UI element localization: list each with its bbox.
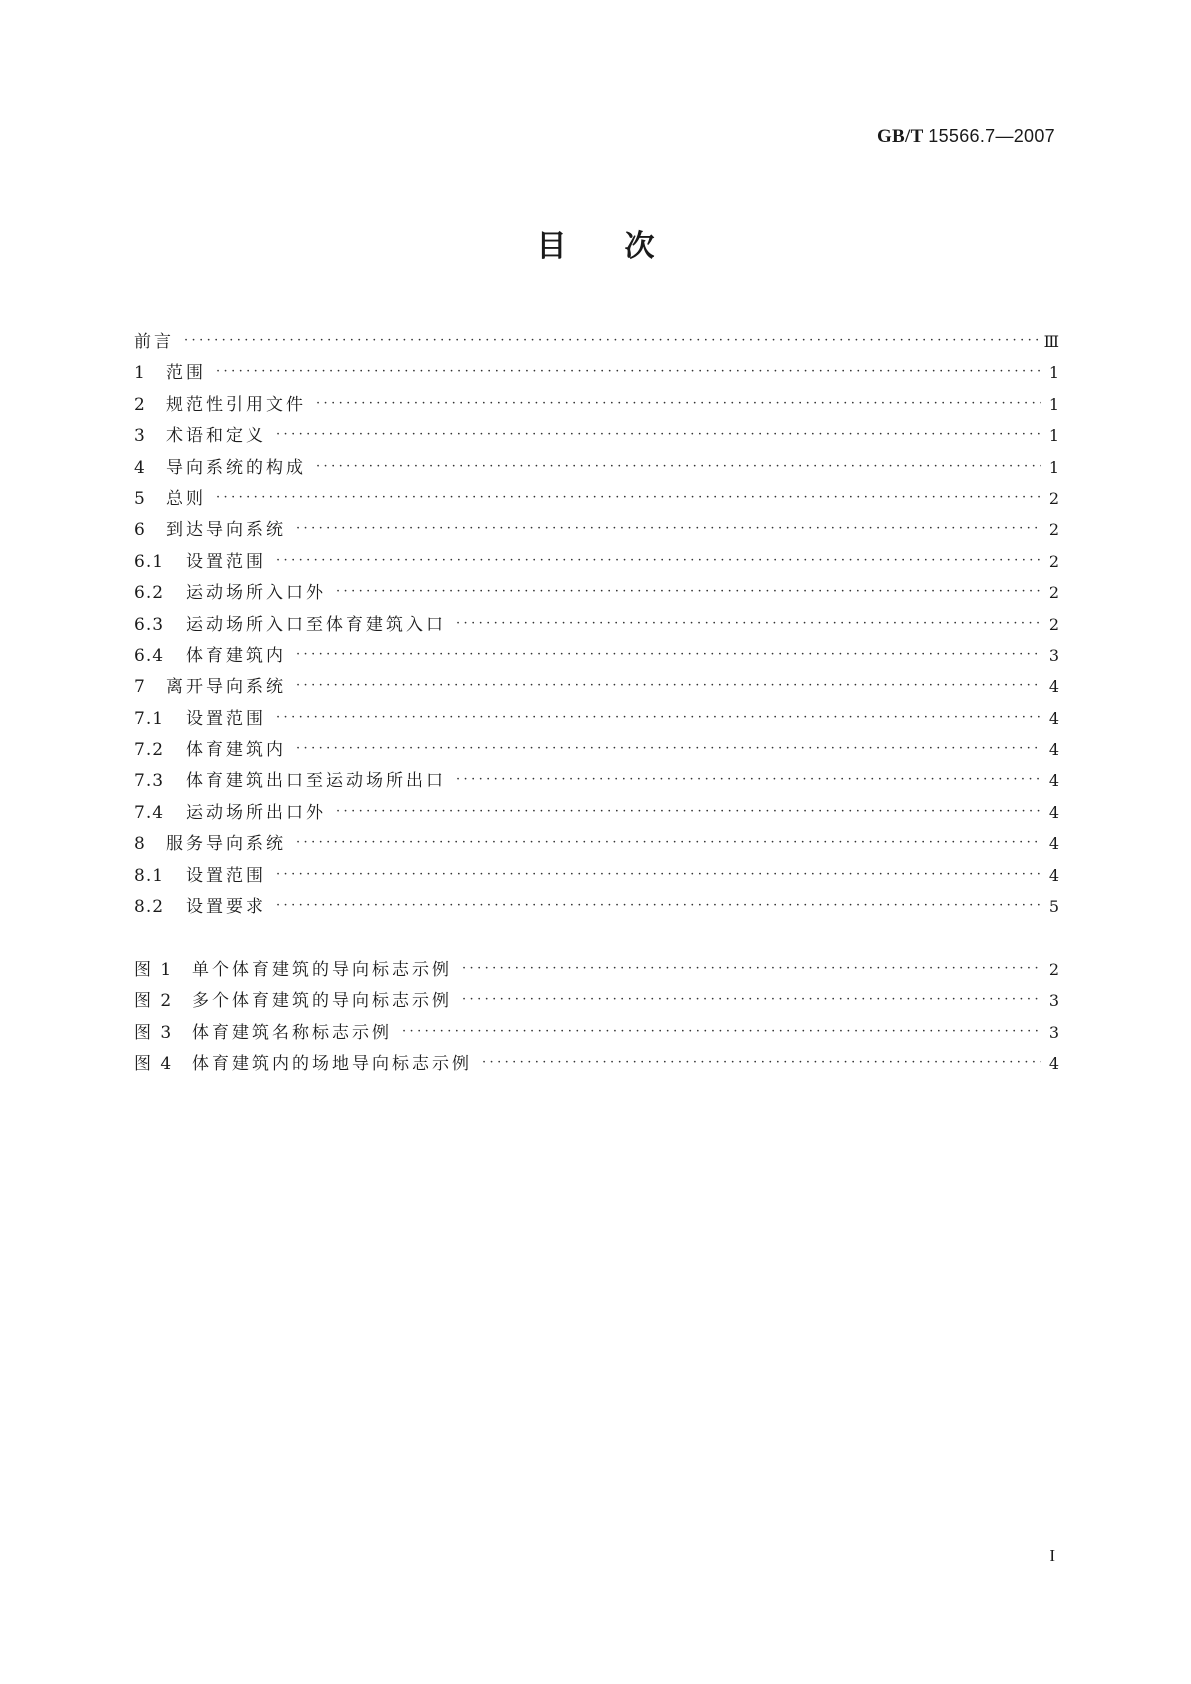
toc-entry-number: 6 xyxy=(134,520,146,541)
toc-entry-page: 2 xyxy=(1048,551,1059,571)
toc-entry[interactable] xyxy=(134,452,1059,483)
toc-entry-number: 7.1 xyxy=(134,708,165,729)
toc-leader-dots xyxy=(336,575,1041,595)
toc-entry-number: 7.2 xyxy=(134,740,165,761)
toc-entry-title: 范围 xyxy=(166,363,206,384)
toc-leader-dots xyxy=(184,324,1038,344)
toc-entry-page: 4 xyxy=(1048,802,1059,822)
figure-entry-title: 单个体育建筑的导向标志示例 xyxy=(192,960,452,980)
figure-entry-title: 体育建筑内的场地导向标志示例 xyxy=(192,1054,472,1075)
figure-entry-page: 3 xyxy=(1048,1022,1059,1042)
toc-entry-page: 2 xyxy=(1048,520,1059,540)
toc-entry[interactable] xyxy=(134,577,1059,608)
toc-entry[interactable] xyxy=(134,546,1059,577)
toc-leader-dots xyxy=(462,983,1041,1003)
toc-entry-title: 体育建筑出口至运动场所出口 xyxy=(186,771,446,792)
toc-entry-page: 4 xyxy=(1048,865,1059,885)
standard-prefix: GB/T xyxy=(876,126,924,147)
toc-entry-number: 1 xyxy=(134,363,146,384)
toc-leader-dots xyxy=(276,889,1041,909)
toc-entry-title: 前言 xyxy=(134,332,174,352)
toc-leader-dots xyxy=(336,795,1041,815)
toc-entry-page: 1 xyxy=(1048,426,1059,446)
figure-entry-title: 多个体育建筑的导向标志示例 xyxy=(192,991,452,1012)
toc-leader-dots xyxy=(316,450,1041,470)
toc-entry-page: 2 xyxy=(1048,614,1059,634)
toc-entry-page: 4 xyxy=(1048,740,1059,760)
toc-entry-page: 1 xyxy=(1048,363,1059,383)
toc-entry-title: 运动场所入口外 xyxy=(186,583,326,604)
toc-entry[interactable] xyxy=(134,357,1059,388)
toc-leader-dots xyxy=(456,763,1041,783)
toc-entry[interactable] xyxy=(134,483,1059,514)
toc-entry-page: 2 xyxy=(1048,488,1059,508)
page-title: 目次 xyxy=(536,229,713,264)
toc-leader-dots xyxy=(276,544,1041,564)
standard-number: 15566.7—2007 xyxy=(928,126,1055,146)
toc-entry-page: 3 xyxy=(1048,645,1059,665)
toc-entry-title: 到达导向系统 xyxy=(166,520,286,541)
toc-entry[interactable] xyxy=(134,765,1059,796)
toc-entry-title: 导向系统的构成 xyxy=(166,457,306,478)
toc-entry-title: 术语和定义 xyxy=(166,426,266,447)
toc-leader-dots xyxy=(482,1046,1041,1066)
figure-entry-page: 4 xyxy=(1048,1054,1059,1074)
page-number: I xyxy=(1049,1546,1055,1565)
figure-entry-page: 3 xyxy=(1048,991,1059,1011)
toc-entry-page: 4 xyxy=(1048,834,1059,854)
figure-entry[interactable] xyxy=(134,1048,1059,1079)
toc-entry[interactable] xyxy=(134,703,1059,734)
toc-entry[interactable] xyxy=(134,609,1059,640)
toc-entry-number: 4 xyxy=(134,457,146,478)
toc-leader-dots xyxy=(456,607,1041,627)
toc-entry-page: Ⅲ xyxy=(1043,332,1059,351)
toc-entry-title: 运动场所入口至体育建筑入口 xyxy=(186,614,446,635)
toc-entry-title: 设置范围 xyxy=(186,708,266,729)
toc-entry-number: 7.4 xyxy=(134,802,165,823)
figure-entry-number: 图 1 xyxy=(134,960,174,980)
toc-entry-page: 4 xyxy=(1048,677,1059,697)
toc-entry[interactable] xyxy=(134,891,1059,922)
figure-list xyxy=(134,954,1059,1080)
toc-entry-number: 7.3 xyxy=(134,771,165,792)
figure-entry-number: 图 2 xyxy=(134,991,174,1012)
toc-leader-dots xyxy=(462,952,1041,972)
toc-entry-title: 设置范围 xyxy=(186,865,266,886)
toc-entry[interactable] xyxy=(134,389,1059,420)
figure-entry[interactable] xyxy=(134,1017,1059,1048)
toc-entry-number: 8 xyxy=(134,834,146,855)
toc-entry[interactable] xyxy=(134,640,1059,671)
toc-entry-page: 2 xyxy=(1048,583,1059,603)
toc-entry-number: 6.3 xyxy=(134,614,165,635)
toc-entry[interactable] xyxy=(134,326,1059,357)
toc-entry-title: 运动场所出口外 xyxy=(186,802,326,823)
toc-leader-dots xyxy=(296,669,1041,689)
toc-entry[interactable] xyxy=(134,734,1059,765)
toc-entry-page: 4 xyxy=(1048,771,1059,791)
toc-entry-page: 1 xyxy=(1048,457,1059,477)
toc-leader-dots xyxy=(216,481,1041,501)
figure-entry-number: 图 4 xyxy=(134,1054,174,1075)
toc-leader-dots xyxy=(296,826,1041,846)
toc-entry-number: 3 xyxy=(134,426,146,447)
toc-entry-title: 设置要求 xyxy=(186,897,266,918)
toc-entry-page: 1 xyxy=(1048,394,1059,414)
figure-entry-number: 图 3 xyxy=(134,1022,174,1043)
toc-entry-number: 6.1 xyxy=(134,551,165,572)
toc-entry-title: 设置范围 xyxy=(186,551,266,572)
toc-entry-number: 7 xyxy=(134,677,146,698)
toc-entry-number: 6.4 xyxy=(134,645,165,666)
toc-entry-number: 8.1 xyxy=(134,865,165,886)
toc-entry[interactable] xyxy=(134,671,1059,702)
toc-leader-dots xyxy=(276,701,1041,721)
toc-leader-dots xyxy=(276,418,1041,438)
toc-entry[interactable] xyxy=(134,860,1059,891)
toc-entry-page: 5 xyxy=(1048,897,1059,917)
toc-entry[interactable] xyxy=(134,797,1059,828)
figure-entry-page: 2 xyxy=(1048,960,1059,979)
toc-entry-title: 体育建筑内 xyxy=(186,645,286,666)
toc-entry-title: 体育建筑内 xyxy=(186,740,286,761)
toc-entry-title: 总则 xyxy=(166,488,206,509)
toc-leader-dots xyxy=(276,858,1041,878)
toc-entry-title: 离开导向系统 xyxy=(166,677,286,698)
toc-leader-dots xyxy=(296,512,1041,532)
toc-entry[interactable] xyxy=(134,828,1059,859)
toc-leader-dots xyxy=(402,1015,1041,1035)
figure-entry[interactable] xyxy=(134,985,1059,1016)
standard-code xyxy=(877,126,1055,148)
toc-list xyxy=(134,326,1059,922)
toc-entry[interactable] xyxy=(134,514,1059,545)
toc-entry-page: 4 xyxy=(1048,708,1059,728)
toc-leader-dots xyxy=(296,638,1041,658)
toc-entry-number: 5 xyxy=(134,488,146,509)
toc-entry-title: 服务导向系统 xyxy=(166,834,286,855)
toc-entry-number: 6.2 xyxy=(134,583,165,604)
figure-entry[interactable] xyxy=(134,954,1059,985)
toc-leader-dots xyxy=(216,355,1041,375)
toc-entry-number: 8.2 xyxy=(134,897,165,918)
toc-entry-number: 2 xyxy=(134,394,146,415)
toc-entry[interactable] xyxy=(134,420,1059,451)
toc-leader-dots xyxy=(296,732,1041,752)
toc-leader-dots xyxy=(316,387,1041,407)
toc-entry-title: 规范性引用文件 xyxy=(166,394,306,415)
figure-entry-title: 体育建筑名称标志示例 xyxy=(192,1022,392,1043)
